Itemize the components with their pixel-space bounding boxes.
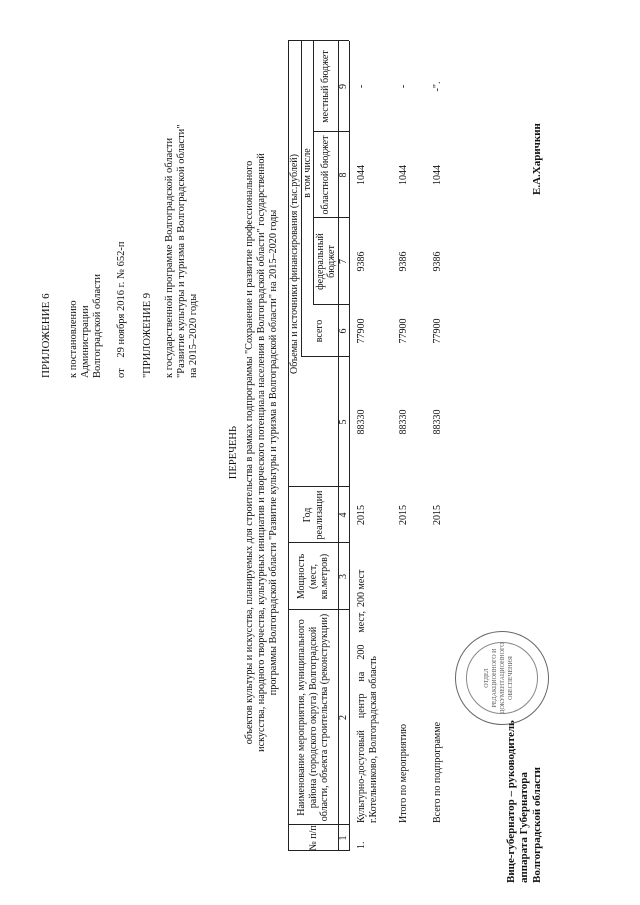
appendix-9-line-2: "Развитие культуры и туризма в Волгоградской области" — [176, 124, 187, 378]
appendix-6-title: ПРИЛОЖЕНИЕ 6 — [40, 293, 52, 378]
office-stamp — [455, 631, 549, 725]
header-incl: в том числе — [301, 148, 313, 198]
date-prefix: от — [116, 368, 127, 378]
header-name: Наименование мероприятия, муниципального района (городского округа) Волгоградской области, объекта строительства (реконструкции) — [296, 613, 331, 822]
appendix-6-line-2: Администрации — [80, 305, 91, 378]
appendix-6-line-1: к постановлению — [68, 300, 79, 378]
row-1-name: Культурно-досуговый центр на 200 мест, г.Котельниково, Волгоградская область — [356, 611, 379, 823]
row-3-regional: 9386 — [432, 251, 443, 272]
header-capacity: Мощность (мест, кв.метров) — [296, 553, 331, 600]
appendix-9-line-3: на 2015–2020 годы — [188, 293, 199, 378]
colnum-4: 4 — [338, 512, 350, 518]
row-1-year: 2015 — [356, 505, 367, 525]
row-2-federal: 77900 — [398, 318, 409, 344]
table-line-colnums-bottom — [349, 41, 350, 851]
stamp-line-1: ОТДЕЛ — [484, 668, 490, 688]
heading-line-3: программы Волгоградской области "Развитие культуры и туризма в Волгоградской области" на 2015–2020 годы — [268, 209, 279, 696]
heading-line-1: объектов культуры и искусства, планируемых для строительства в рамках подпрограммы "Сохранение и развитие профессионального — [244, 160, 255, 745]
row-2-regional: 9386 — [398, 251, 409, 272]
row-1-extra: - — [356, 84, 367, 89]
signature-line-3: Волгоградской области — [531, 767, 543, 883]
stamp-line-3: ДОКУМЕНТАЦИОННОГО — [500, 642, 506, 714]
row-1-regional: 9386 — [356, 251, 367, 272]
row-1-federal: 77900 — [356, 318, 367, 344]
header-local: местный бюджет — [320, 50, 332, 123]
row-3-federal: 77900 — [432, 318, 443, 344]
header-year: Год реализации — [302, 490, 325, 540]
row-2-local: 1044 — [398, 165, 409, 185]
appendix-6-date — [116, 241, 128, 378]
header-federal: федеральный бюджет — [314, 233, 337, 290]
colnum-7: 7 — [338, 259, 350, 264]
heading-line-2: искусства, народного творчества, культурных инициатив и творческого потенциала населения в Волгоградской области" государственной — [256, 153, 267, 752]
row-1-capacity: 200 мест — [356, 569, 367, 607]
row-2-total: 88330 — [398, 409, 409, 435]
colnum-2: 2 — [338, 715, 350, 720]
row-2-year: 2015 — [398, 505, 409, 525]
header-regional: областной бюджет — [320, 135, 332, 215]
signature-line-1: Вице-губернатор – руководитель — [505, 720, 517, 883]
signature-line-2: аппарата Губернатора — [518, 772, 530, 883]
row-1-local: 1044 — [356, 165, 367, 185]
colnum-5: 5 — [338, 419, 350, 425]
row-3-total: 88330 — [432, 409, 443, 435]
appendix-6-line-3: Волгоградской области — [92, 273, 103, 378]
header-num: № п/п — [307, 825, 319, 851]
row-3-local: 1044 — [432, 165, 443, 185]
appendix-9-line-1: к государственной программе Волгоградской области — [164, 137, 175, 378]
stamp-line-2: РЕДАКЦИОННОГО И — [492, 648, 498, 708]
row-3-extra: -". — [432, 81, 443, 92]
colnum-6: 6 — [338, 328, 350, 334]
colnum-3: 3 — [338, 574, 350, 579]
colnum-1: 1 — [338, 835, 350, 841]
header-total: всего — [314, 319, 326, 343]
date-value: 29 ноября 2016 г. № 652-п — [116, 241, 127, 358]
colnum-8: 8 — [338, 172, 350, 178]
signer-name: Е.А.Харичкин — [531, 123, 543, 195]
row-1-total: 88330 — [356, 409, 367, 435]
row-1-num: 1. — [356, 841, 367, 849]
row-3-year: 2015 — [432, 505, 443, 525]
row-2-extra: - — [398, 84, 409, 89]
appendix-9-title: "ПРИЛОЖЕНИЕ 9 — [142, 292, 153, 378]
row-2-name: Итого по мероприятию — [398, 724, 409, 823]
header-volumes: Объемы и источники финансирования (тыс.рублей) — [289, 154, 301, 374]
row-3-name: Всего по подпрограмме — [432, 721, 443, 823]
stamp-line-4: ОБЕСПЕЧЕНИЯ — [508, 656, 514, 700]
colnum-9: 9 — [338, 84, 350, 89]
list-title: ПЕРЕЧЕНЬ — [228, 425, 239, 480]
